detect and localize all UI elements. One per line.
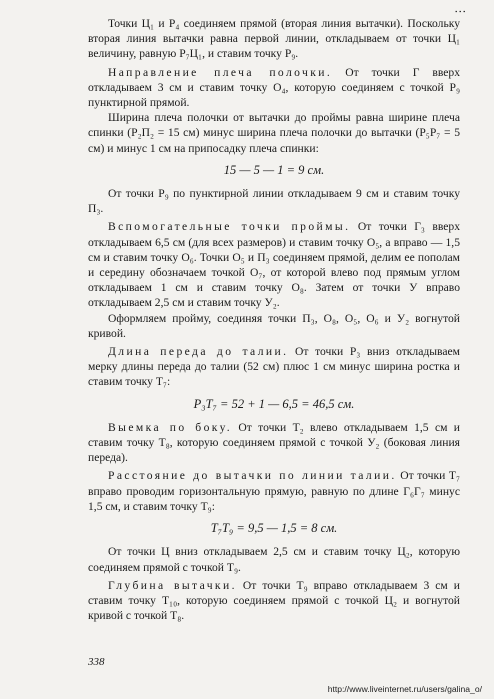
- paragraph: [88, 219, 460, 310]
- section-heading: Расстояние до вытачки по линии талии.: [108, 469, 397, 483]
- paragraph: [88, 420, 460, 466]
- page-text: [88, 16, 460, 623]
- section-heading: Глубина вытачки.: [108, 578, 237, 592]
- footer-url: http://www.liveinternet.ru/users/galina_o/: [327, 684, 482, 694]
- formula: 15 — 5 — 1 = 9 см.: [223, 162, 325, 177]
- paragraph-body: От точки Т₂ влево откладываем 1,5 см и ставим точку Т₈, которую соединяем прямой с точкой У₂ (боковая линия переда).: [88, 420, 460, 465]
- paragraph: [88, 468, 460, 514]
- paragraph-body: От точки Р₃ вниз откладываем мерку длины переда до талии (52 см) плюс 1 см минус ширина ростка и ставим точку Т₇:: [88, 345, 460, 389]
- corner-mark: ⋮: [453, 5, 468, 18]
- paragraph: От точки Р₉ по пунктирной линии откладываем 9 см и ставим точку П₃.: [88, 187, 460, 216]
- paragraph: Ширина плеча полочки от вытачки до проймы равна ширине плеча спинки (Р₂П₂ = 15 см) минус ширина плеча полочки до вытачки (Р₅Р₇ = 5 см) и минус 1 см на припосадку плеча спинки:: [88, 111, 460, 155]
- formula: Р₃Т₇ = 52 + 1 — 6,5 = 46,5 см.: [193, 396, 355, 411]
- paragraph-body: От точки Г₃ вверх откладываем 6,5 см (для всех размеров) и ставим точку О₅, а вправо — 1,5 см и ставим точку О₆. Точки О₅ и П₃ соединяем прямой, делим ее пополам и середину обозначаем точкой О₇, от которой влево под прямым углом откладываем 1 см и ставим точку О₈. Затем от точки У вправо откладываем 2,5 см и ставим точку У₂.: [88, 220, 460, 310]
- section-heading: Длина переда до талии.: [108, 345, 289, 359]
- section-heading: Выемка по боку.: [108, 420, 233, 434]
- section-heading: Направление плеча полочки.: [108, 65, 333, 79]
- paragraph: [88, 344, 460, 390]
- paragraph: [88, 65, 460, 111]
- paragraph-body: От точки Т₉ вправо откладываем 3 см и ставим точку Т₁₀, которую соединяем прямой с точкой Ц₂ и вогнутой кривой с точкой Т₈.: [88, 578, 460, 623]
- paragraph: [88, 578, 460, 624]
- page-number: 338: [88, 656, 105, 668]
- paragraph: От точки Ц вниз откладываем 2,5 см и ставим точку Ц₂, которую соединяем прямой с точкой Т₉.: [88, 545, 460, 574]
- paragraph: Оформляем пройму, соединяя точки П₃, О₈, О₅, О₆ и У₂ вогнутой кривой.: [88, 311, 460, 340]
- paragraph: Точки Ц₁ и Р₄ соединяем прямой (вторая линия вытачки). Поскольку вторая линия вытачки равна первой линии, откладываем от точки Ц₁ величину, равную Р₇Ц₁, и ставим точку Р₉.: [88, 17, 460, 61]
- paragraph-body: От точки Т₇ вправо проводим горизонтальную прямую, равную по длине Г₆Г₇ минус 1,5 см, и ставим точку Т₉:: [88, 469, 460, 513]
- paragraph-body: От точки Г вверх откладываем 3 см и ставим точку О₄, которую соединяем с точкой Р₉ пунктирной прямой.: [88, 65, 460, 110]
- formula: Т₇Т₉ = 9,5 — 1,5 = 8 см.: [210, 521, 338, 536]
- section-heading: Вспомогательные точки проймы.: [108, 220, 351, 234]
